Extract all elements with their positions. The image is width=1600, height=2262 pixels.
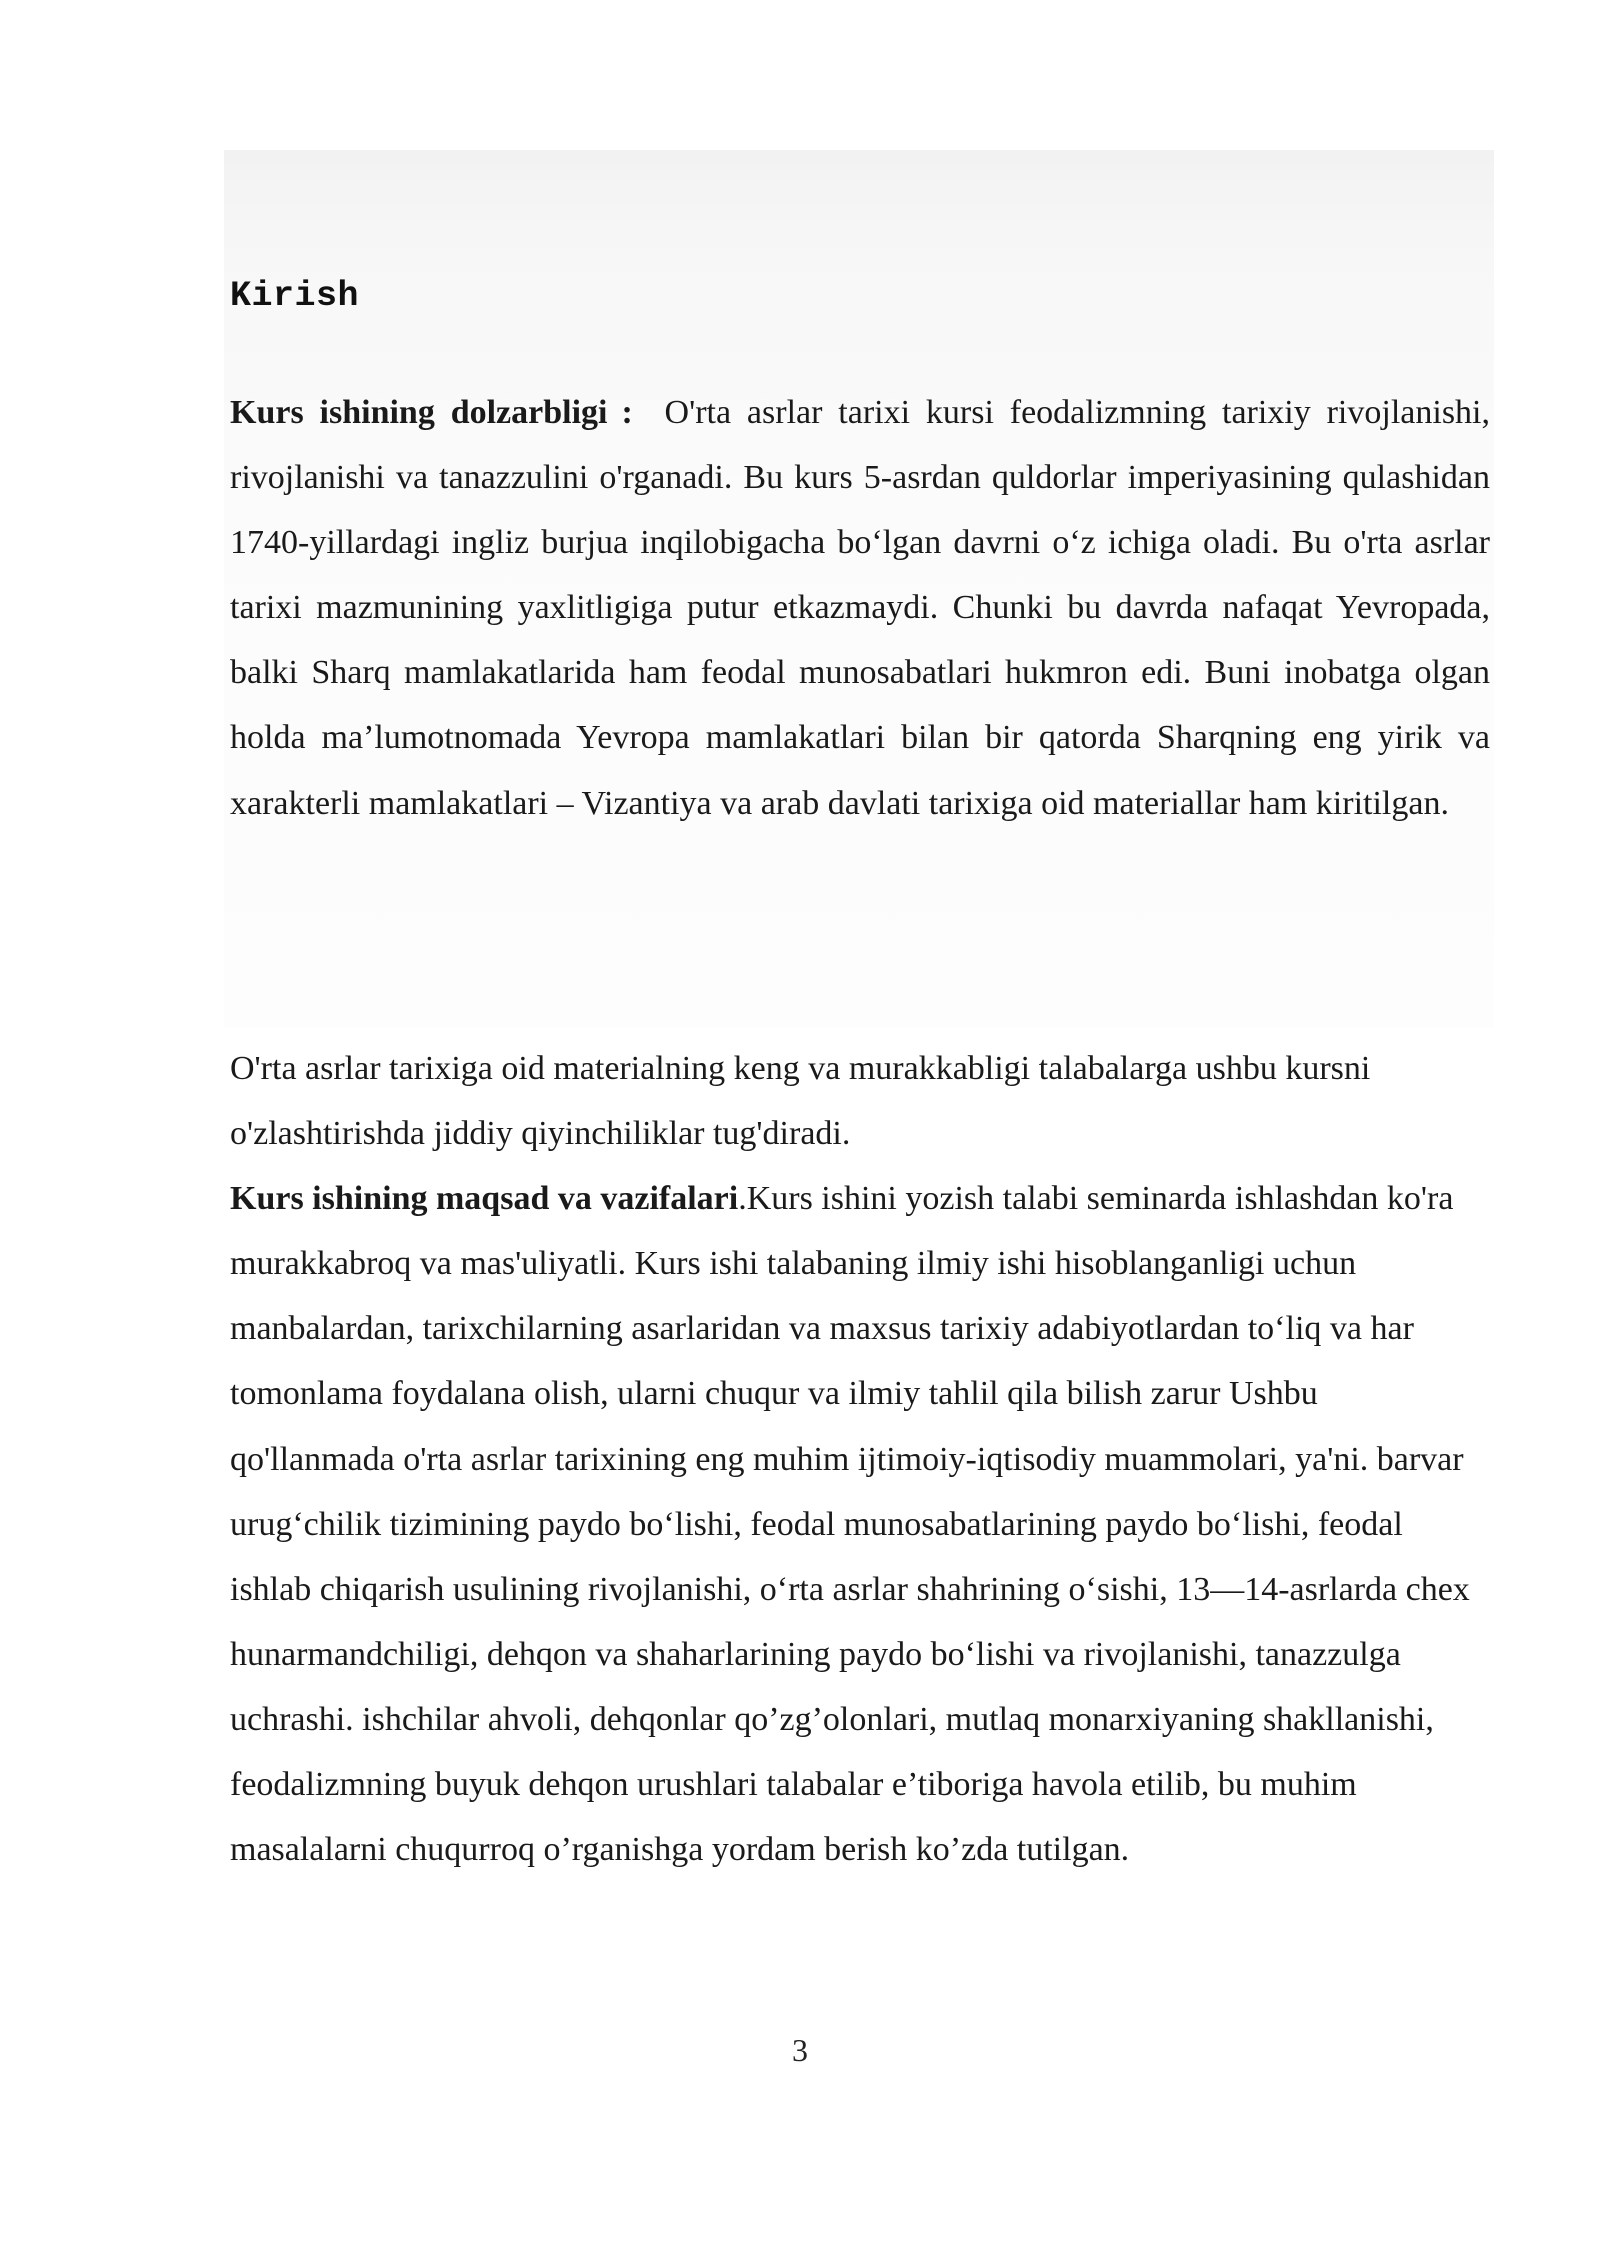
intro-label: Kurs ishining dolzarbligi — [230, 394, 608, 431]
intro-paragraph — [230, 380, 1490, 836]
goals-paragraph — [230, 1036, 1490, 1882]
intro-text: O'rta asrlar tarixi kursi feodalizmning tarixiy rivojlanishi, rivojlanishi va tanazzulini o'rganadi. Bu kurs 5-asrdan quldorlar imperiyasining qulashidan 1740-yillardagi ingliz burjua inqilobigacha bo‘lgan davrni o‘z ichiga oladi. Bu o'rta asrlar tarixi mazmunining yaxlitligiga putur etkazmaydi. Chunki bu davrda nafaqat Yevropada, balki Sharq mamlakatlarida ham feodal munosabatlari hukmron edi. Buni inobatga olgan holda ma’lumotnomada Yevropa mamlakatlari bilan bir qatorda Sharqning eng yirik va xarakterli mamlakatlari – Vizantiya va arab davlati tarixiga oid materiallar ham kiritilgan. — [230, 394, 1490, 822]
goals-label: Kurs ishining maqsad va vazifalari — [230, 1180, 739, 1218]
intro-colon: : — [621, 394, 633, 431]
intro-text-continued: O'rta asrlar tarixiga oid materialning keng va murakkabligi talabalarga ushbu kursni o'zlashtirishda jiddiy qiyinchiliklar tug'diradi. — [230, 1050, 1371, 1153]
section-heading: Kirish — [230, 276, 360, 316]
goals-text: .Kurs ishini yozish talabi seminarda ishlashdan ko'ra murakkabroq va mas'uliyatli. Kurs ishi talabaning ilmiy ishi hisoblanganligi uchun manbalardan, tarixchilarning asarlaridan va maxsus tarixiy adabiyotlardan to‘liq va har tomonlama foydalana olish, ularni chuqur va ilmiy tahlil qila bilish zarur Ushbu qo'llanmada o'rta asrlar tarixining eng muhim ijtimoiy-iqtisodiy muammolari, ya'ni. barvar urug‘chilik tizimining paydo bo‘lishi, feodal munosabatlarining paydo bo‘lishi, feodal ishlab chiqarish usulining rivojlanishi, o‘rta asrlar shahrining o‘sishi, 13—14-asrlarda chex hunarmandchiligi, dehqon va shaharlarining paydo bo‘lishi va rivojlanishi, tanazzulga uchrashi. ishchilar ahvoli, dehqonlar qo’zg’olonlari, mutlaq monarxiyaning shakllanishi, feodalizmning buyuk dehqon urushlari talabalar e’tiboriga havola etilib, bu muhim masalalarni chuqurroq o’rganishga yordam berish ko’zda tutilgan. — [230, 1180, 1470, 1869]
page-number: 3 — [792, 2032, 808, 2068]
